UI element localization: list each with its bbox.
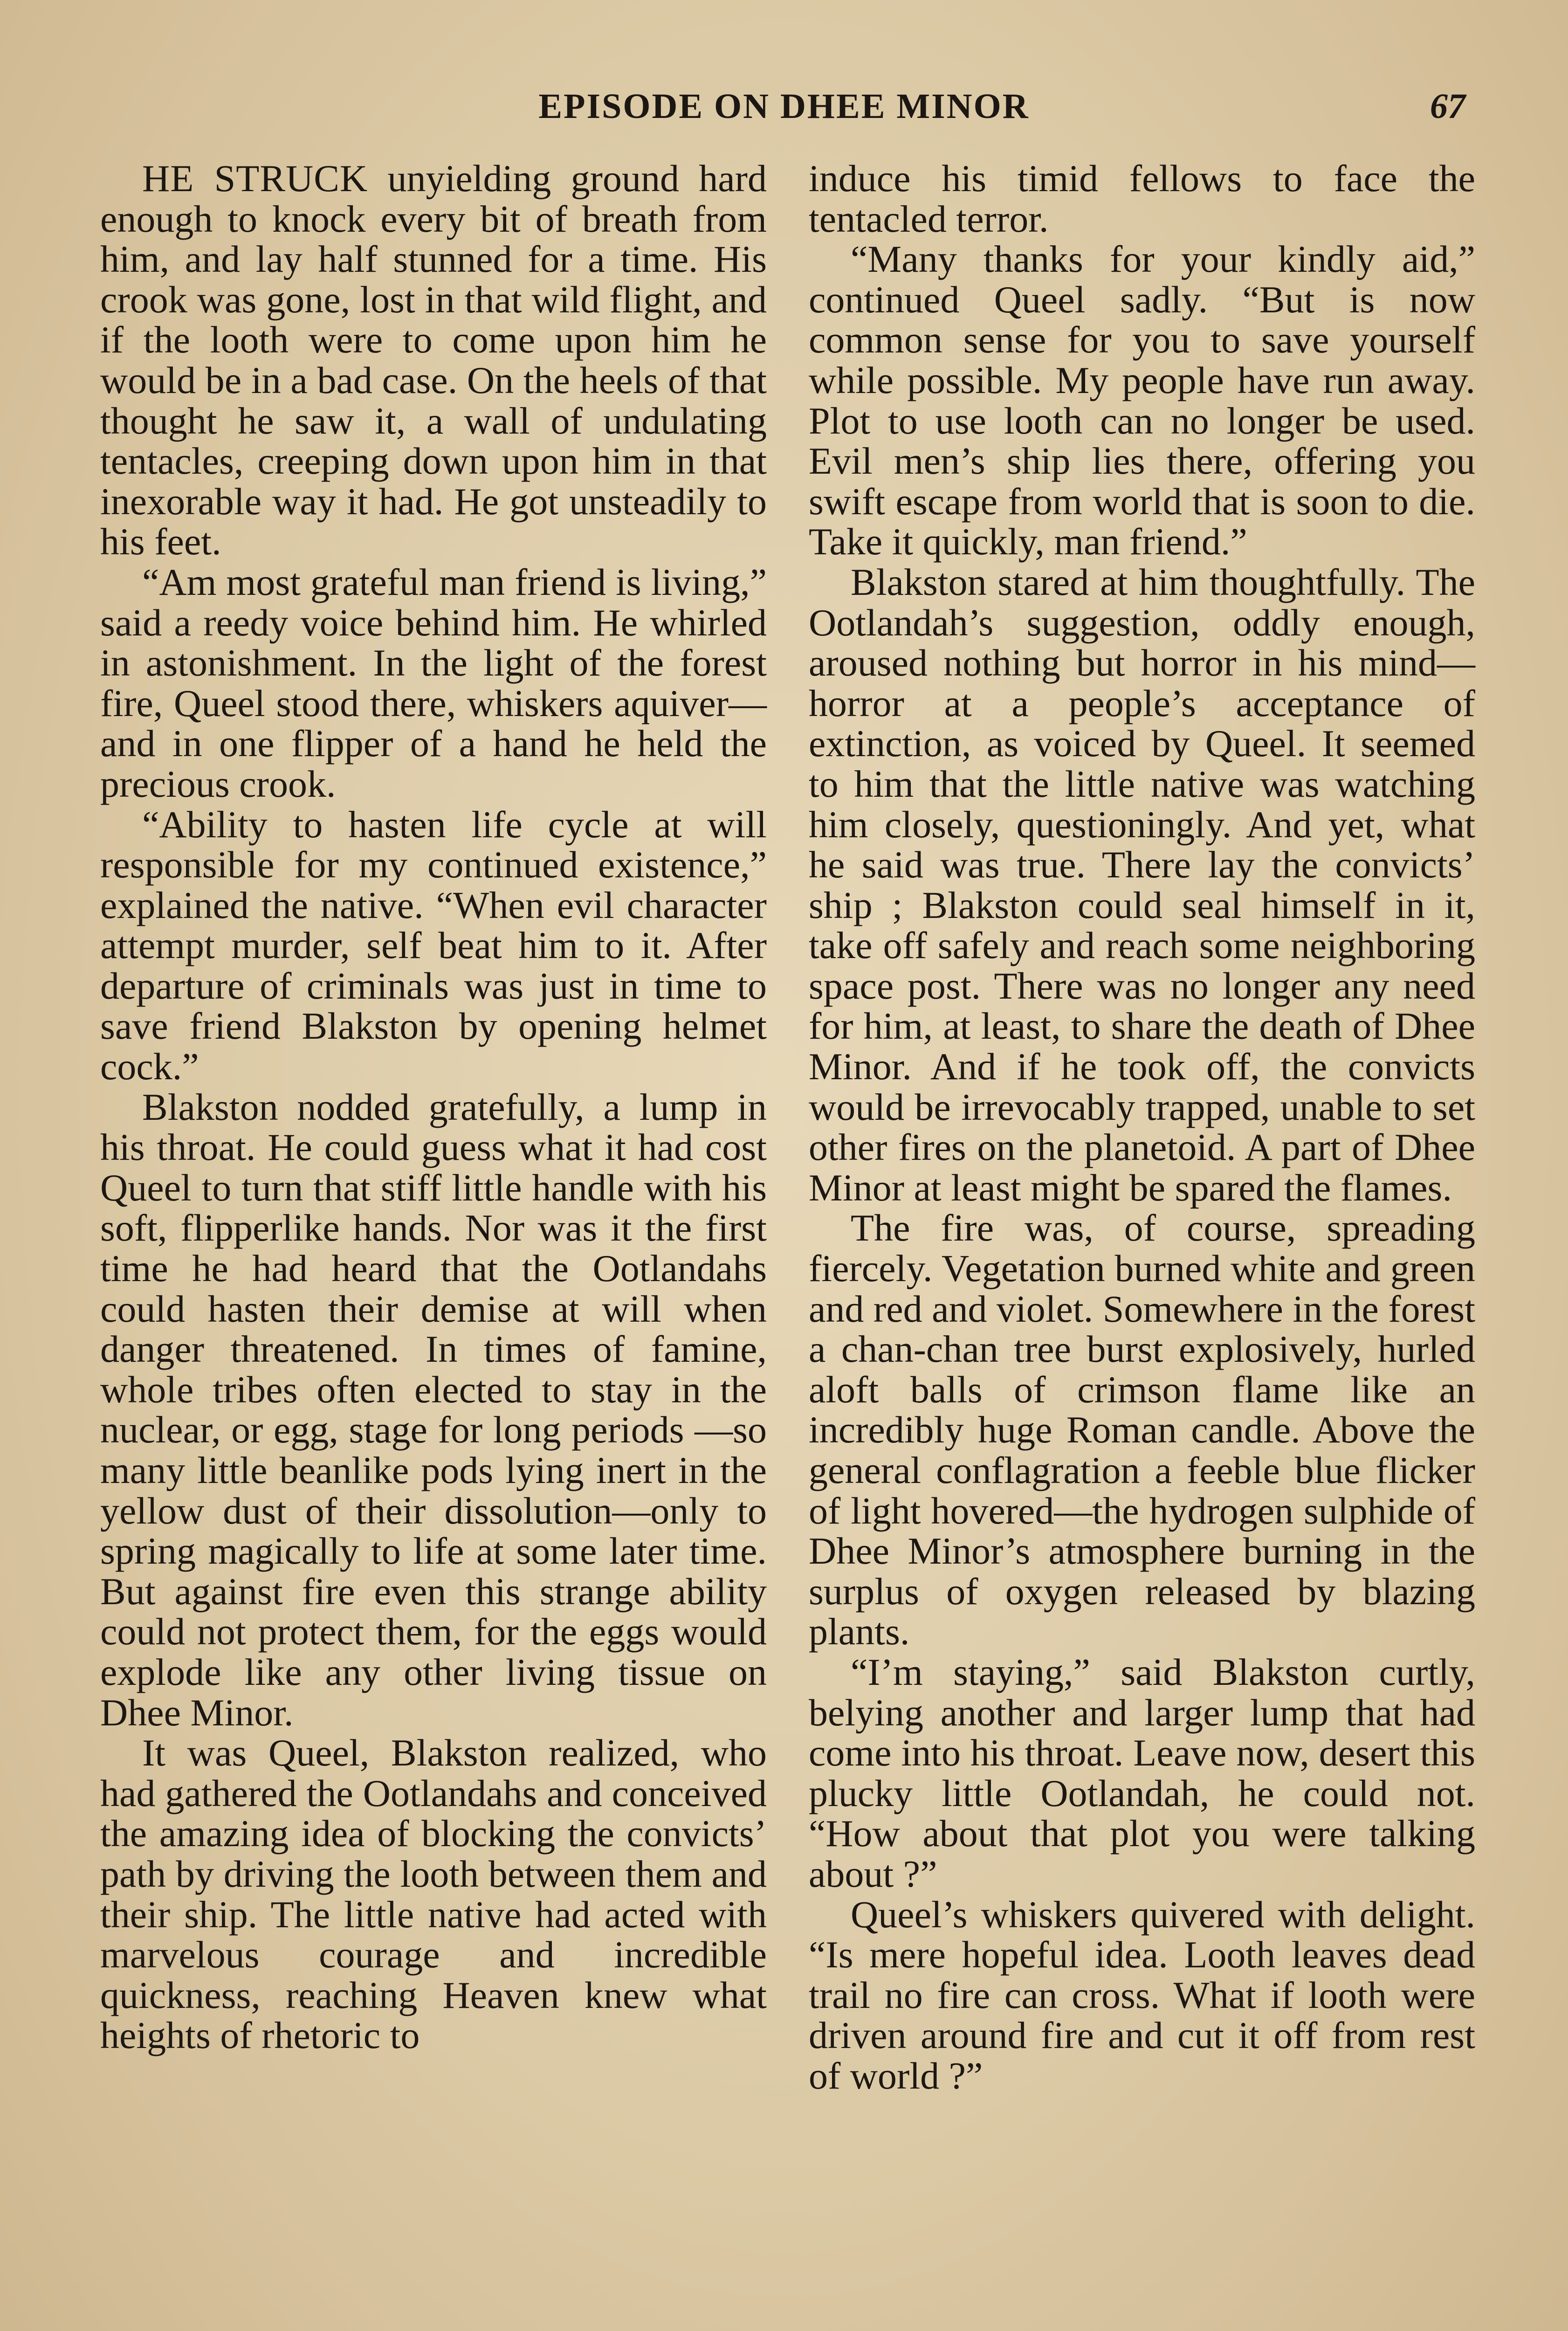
right-column xyxy=(809,159,1475,2322)
lead-in-caps: HE STRUCK xyxy=(142,157,368,200)
paragraph: Blakston stared at him thoughtfully. The Ootlandah’s suggestion, oddly enough, aroused nothing but horror in his mind—horror at a people’s acceptance of extinction, as voiced by Queel. It seemed to him that the little native was watching him closely, questioningly. And yet, what he said was true. There lay the convicts’ ship ; Blakston could seal himself in it, take off safely and reach some neighboring space post. There was no longer any need for him, at least, to share the death of Dhee Minor. And if he took off, the convicts would be irrevocably trapped, unable to set other fires on the planetoid. A part of Dhee Minor at least might be spared the flames. xyxy=(809,560,1475,1209)
paragraph xyxy=(100,159,767,562)
running-title: EPISODE ON DHEE MINOR xyxy=(538,87,1030,126)
paragraph: It was Queel, Blakston realized, who had gathered the Ootlandahs and conceived the amazing idea of blocking the convicts’ path by driving the looth between them and their ship. The little native had acted with marvelous courage and incredible quickness, reaching Heaven knew what heights of rhetoric to xyxy=(100,1731,767,2057)
paragraph: Blakston nodded gratefully, a lump in his throat. He could guess what it had cost Queel to turn that stiff little handle with his soft, flipperlike hands. Nor was it the first time he had heard that the Ootlandahs could hasten their demise at will when danger threatened. In times of famine, whole tribes often elected to stay in the nuclear, or egg, stage for long periods —so many little beanlike pods lying inert in the yellow dust of their dissolution—only to spring magically to life at some later time. But against fire even this strange ability could not protect them, for the eggs would explode like any other living tissue on Dhee Minor. xyxy=(100,1085,767,1734)
paragraph-continued: induce his timid fellows to face the tentacled terror. xyxy=(809,157,1475,240)
paragraph: “Am most grateful man friend is living,” said a reedy voice behind him. He whirled in astonishment. In the light of the forest fire, Queel stood there, whiskers aquiver—and in one flipper of a hand he held the precious crook. xyxy=(100,560,767,805)
page-number: 67 xyxy=(1430,87,1465,126)
page-header xyxy=(93,86,1475,138)
paragraph: “Ability to hasten life cycle at will responsible for my continued existence,” explained the native. “When evil character attempt murder, self beat him to it. After departure of criminals was just in time to save friend Blakston by opening helmet cock.” xyxy=(100,803,767,1088)
text-columns xyxy=(100,159,1475,2322)
paragraph: “Many thanks for your kindly aid,” continued Queel sadly. “But is now common sense for you to save yourself while possible. My people have run away. Plot to use looth can no longer be used. Evil men’s ship lies there, offering you swift escape from world that is soon to die. Take it quickly, man friend.” xyxy=(809,238,1475,563)
paragraph-text: unyielding ground hard enough to knock every bit of breath from him, and lay half stunned for a time. His crook was gone, lost in that wild flight, and if the looth were to come upon him he would be in a bad case. On the heels of that thought he saw it, a wall of undulating tentacles, creeping down upon him in that inexorable way it had. He got unsteadily to his feet. xyxy=(100,157,767,563)
paragraph: “I’m staying,” said Blakston curtly, belying another and larger lump that had come into his throat. Leave now, desert this plucky little Ootlandah, he could not. “How about that plot you were talking about ?” xyxy=(809,1650,1475,1895)
left-column xyxy=(100,159,767,2322)
paragraph: Queel’s whiskers quivered with delight. “Is mere hopeful idea. Looth leaves dead trail no fire can cross. What if looth were driven around fire and cut it off from rest of world ?” xyxy=(809,1893,1475,2097)
paragraph: The fire was, of course, spreading fiercely. Vegetation burned white and green and red and violet. Somewhere in the forest a chan-chan tree burst explosively, hurled aloft balls of crimson flame like an incredibly huge Roman candle. Above the general conflagration a feeble blue flicker of light hovered—the hydrogen sulphide of Dhee Minor’s atmosphere burning in the surplus of oxygen released by blazing plants. xyxy=(809,1207,1475,1653)
